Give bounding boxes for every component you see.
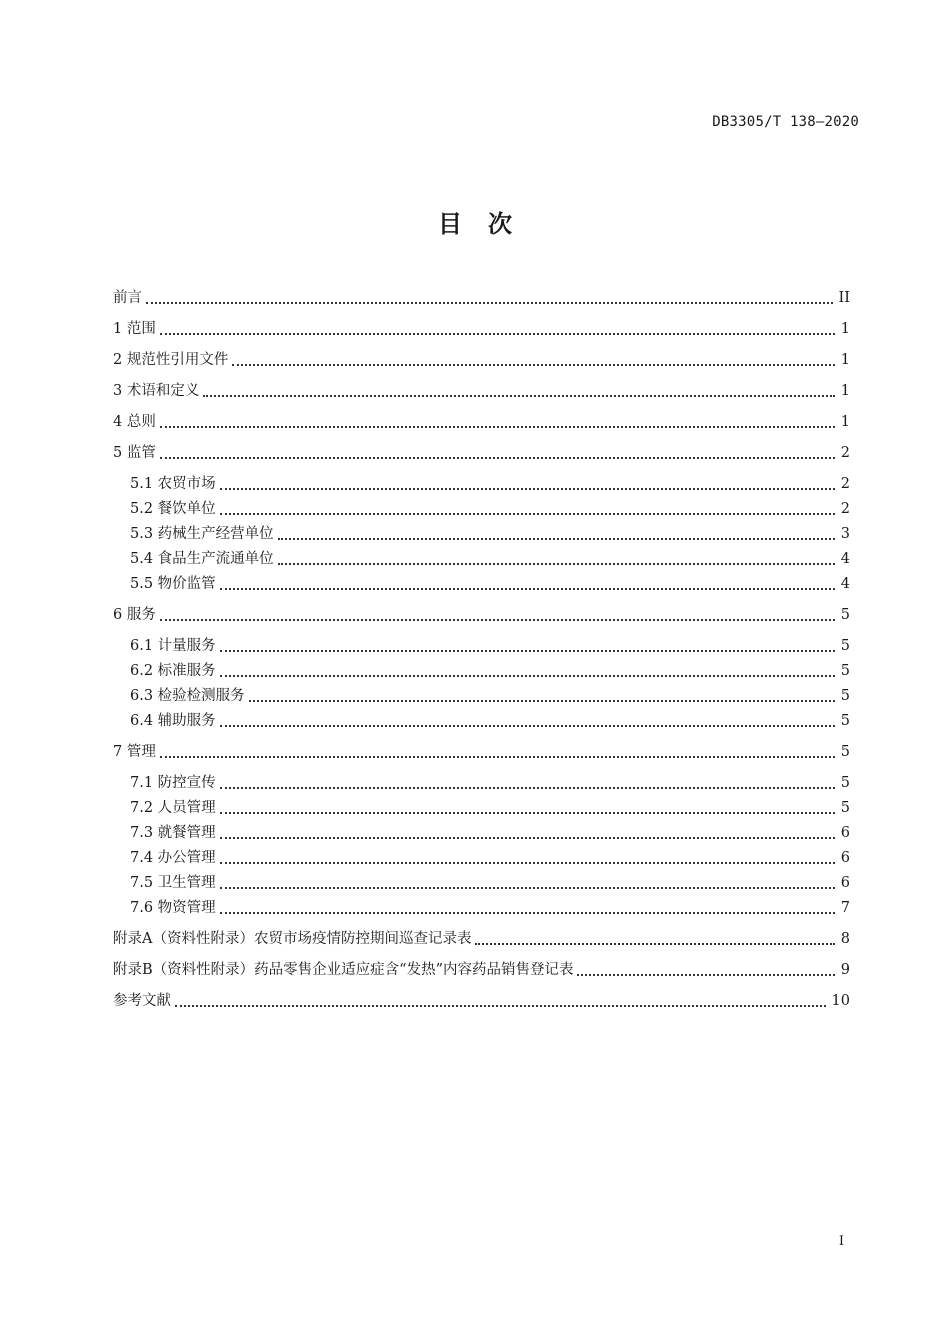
toc-entry-label: 4 总则 xyxy=(113,411,160,433)
toc-entry[interactable] xyxy=(0,897,950,919)
toc-entry[interactable] xyxy=(0,473,950,495)
toc-dot-leader xyxy=(220,486,835,490)
toc-entry[interactable] xyxy=(0,797,950,819)
toc-dot-leader xyxy=(203,393,835,397)
toc-dot-leader xyxy=(220,511,835,515)
toc-entry[interactable] xyxy=(0,772,950,794)
toc-dot-leader xyxy=(175,1003,826,1007)
toc-entry-page: 5 xyxy=(840,663,850,679)
toc-entry-label: 5 监管 xyxy=(113,442,160,464)
toc-entry-page: 10 xyxy=(831,993,850,1009)
toc-dot-leader xyxy=(146,300,833,304)
toc-entry-page: 1 xyxy=(840,321,850,337)
toc-dot-leader xyxy=(577,972,835,976)
toc-entry-page: 6 xyxy=(840,825,850,841)
toc-entry[interactable] xyxy=(0,318,950,340)
toc-entry-page: 5 xyxy=(840,688,850,704)
toc-entry-page: 5 xyxy=(840,713,850,729)
toc-entry-label: 7.4 办公管理 xyxy=(130,847,220,869)
toc-entry[interactable] xyxy=(0,741,950,763)
toc-entry[interactable] xyxy=(0,573,950,595)
toc-entry-label: 7.6 物资管理 xyxy=(130,897,220,919)
toc-entry-label: 7 管理 xyxy=(113,741,160,763)
toc-entry-page: 8 xyxy=(840,931,850,947)
toc-entry[interactable] xyxy=(0,498,950,520)
toc-entry[interactable] xyxy=(0,287,950,309)
toc-dot-leader xyxy=(220,885,835,889)
page-title: 目次 xyxy=(438,210,538,238)
toc-dot-leader xyxy=(220,785,835,789)
toc-entry-label: 1 范围 xyxy=(113,318,160,340)
toc-entry-page: 4 xyxy=(840,576,850,592)
toc-dot-leader xyxy=(475,941,835,945)
toc-entry-label: 6.1 计量服务 xyxy=(130,635,220,657)
toc-entry-page: 7 xyxy=(840,900,850,916)
toc-dot-leader xyxy=(232,362,835,366)
toc-entry-label: 7.5 卫生管理 xyxy=(130,872,220,894)
toc-dot-leader xyxy=(160,331,835,335)
toc-entry-page: 4 xyxy=(840,551,850,567)
toc-entry[interactable] xyxy=(0,685,950,707)
toc-entry-page: 5 xyxy=(840,638,850,654)
toc-entry-label: 5.1 农贸市场 xyxy=(130,473,220,495)
toc-entry-label: 5.5 物价监管 xyxy=(130,573,220,595)
toc-entry-label: 6.2 标准服务 xyxy=(130,660,220,682)
toc-entry-label: 6.3 检验检测服务 xyxy=(130,685,249,707)
toc-entry-label: 5.3 药械生产经营单位 xyxy=(130,523,278,545)
toc-dot-leader xyxy=(220,860,835,864)
toc-entry[interactable] xyxy=(0,442,950,464)
toc-entry[interactable] xyxy=(0,635,950,657)
toc-entry-label: 3 术语和定义 xyxy=(113,380,203,402)
toc-entry-label: 附录B（资料性附录）药品零售企业适应症含“发热”内容药品销售登记表 xyxy=(113,959,577,981)
toc-dot-leader xyxy=(249,698,835,702)
toc-entry-page: 5 xyxy=(840,800,850,816)
document-code: DB3305/T 138—2020 xyxy=(712,114,859,130)
toc-entry[interactable] xyxy=(0,872,950,894)
toc-dot-leader xyxy=(220,673,835,677)
toc-entry[interactable] xyxy=(0,710,950,732)
toc-dot-leader xyxy=(160,455,835,459)
toc-dot-leader xyxy=(220,910,835,914)
toc-entry-page: 6 xyxy=(840,875,850,891)
toc-entry-page: 1 xyxy=(840,352,850,368)
toc-entry-label: 5.4 食品生产流通单位 xyxy=(130,548,278,570)
toc-dot-leader xyxy=(278,536,835,540)
toc-entry-page: 2 xyxy=(840,445,850,461)
toc-entry[interactable] xyxy=(0,411,950,433)
toc-dot-leader xyxy=(160,617,835,621)
toc-dot-leader xyxy=(278,561,835,565)
toc-entry[interactable] xyxy=(0,380,950,402)
toc-entry[interactable] xyxy=(0,523,950,545)
toc-entry-label: 7.3 就餐管理 xyxy=(130,822,220,844)
toc-entry[interactable] xyxy=(0,928,950,950)
toc-dot-leader xyxy=(220,723,835,727)
toc-entry[interactable] xyxy=(0,822,950,844)
toc-entry-label: 6 服务 xyxy=(113,604,160,626)
toc-entry-label: 2 规范性引用文件 xyxy=(113,349,232,371)
toc-entry[interactable] xyxy=(0,959,950,981)
toc-entry-label: 附录A（资料性附录）农贸市场疫情防控期间巡查记录表 xyxy=(113,928,475,950)
toc-entry-page: 3 xyxy=(840,526,850,542)
toc-entry-label: 6.4 辅助服务 xyxy=(130,710,220,732)
toc-entry-page: 1 xyxy=(840,383,850,399)
toc-entry-label: 5.2 餐饮单位 xyxy=(130,498,220,520)
toc-dot-leader xyxy=(220,648,835,652)
toc-entry[interactable] xyxy=(0,990,950,1012)
toc-dot-leader xyxy=(220,586,835,590)
toc-dot-leader xyxy=(160,754,835,758)
toc-entry-page: 1 xyxy=(840,414,850,430)
toc-entry[interactable] xyxy=(0,349,950,371)
toc-entry-label: 前言 xyxy=(113,287,146,309)
toc-entry-page: II xyxy=(838,290,850,306)
toc-entry-label: 7.1 防控宣传 xyxy=(130,772,220,794)
toc-entry-label: 7.2 人员管理 xyxy=(130,797,220,819)
toc-entry-page: 5 xyxy=(840,607,850,623)
toc-entry[interactable] xyxy=(0,548,950,570)
toc-entry-page: 5 xyxy=(840,775,850,791)
toc-entry-page: 2 xyxy=(840,476,850,492)
toc-entry[interactable] xyxy=(0,847,950,869)
toc-entry-page: 5 xyxy=(840,744,850,760)
toc-entry-label: 参考文献 xyxy=(113,990,175,1012)
toc-entry-page: 6 xyxy=(840,850,850,866)
toc-entry[interactable] xyxy=(0,660,950,682)
toc-dot-leader xyxy=(220,835,835,839)
toc-entry-page: 2 xyxy=(840,501,850,517)
toc-dot-leader xyxy=(160,424,835,428)
toc-entry[interactable] xyxy=(0,604,950,626)
page-number: I xyxy=(838,1234,844,1249)
toc-dot-leader xyxy=(220,810,835,814)
toc-entry-page: 9 xyxy=(840,962,850,978)
